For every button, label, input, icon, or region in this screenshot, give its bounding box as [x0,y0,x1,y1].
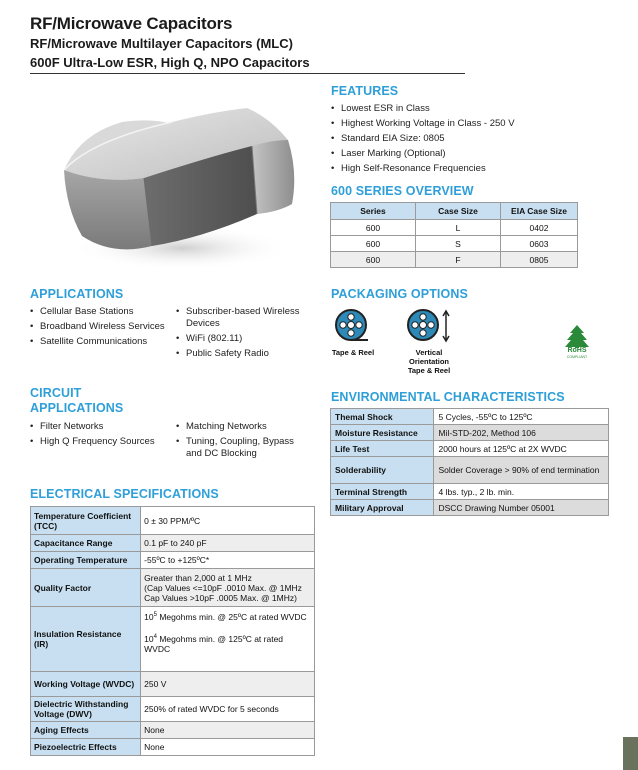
applications-list-right [176,306,316,363]
ir-exponent: 5 [153,612,157,618]
table-value: 0 ± 30 PPM/ºC [141,507,315,535]
table-value: 0.1 pF to 240 pF [141,535,315,552]
list-item: • Standard EIA Size: 0805 [331,133,621,145]
table-row [331,252,578,268]
table-value: 250 V [141,672,315,697]
table-row [331,457,609,484]
list-item: • Filter Networks [30,421,165,433]
column-header-case-size: Case Size [416,203,501,220]
ir-text: Megohms min. @ 25ºC at rated WVDC [156,611,307,622]
table-key: Military Approval [331,500,434,516]
table-cell: 600 [331,236,416,252]
table-cell: 600 [331,220,416,236]
list-item: • Tuning, Coupling, Bypass and DC Blocking [176,436,311,460]
table-value: 250% of rated WVDC for 5 seconds [141,697,315,722]
ir-base: 10 [144,633,154,644]
table-cell: 0603 [501,236,578,252]
table-key: Temperature Coefficient (TCC) [31,507,141,535]
table-key: Terminal Strength [331,484,434,500]
ir-base: 10 [144,611,154,622]
table-row [31,552,315,569]
series-overview-table [330,202,578,268]
environmental-table [330,408,609,516]
table-row [331,409,609,425]
vertical-orientation-label-line1: Vertical [415,348,443,357]
table-row [331,236,578,252]
table-cell: L [416,220,501,236]
table-key: Solderability [331,457,434,484]
table-key: Capacitance Range [31,535,141,552]
table-row [31,607,315,672]
ir-exponent: 4 [153,633,157,640]
table-key: Piezoelectric Effects [31,739,141,756]
column-header-series: Series [331,203,416,220]
list-item: • Lowest ESR in Class [331,103,621,115]
table-cell: 0402 [501,220,578,236]
list-item: • Satellite Communications [30,336,165,348]
table-cell: S [416,236,501,252]
applications-heading: APPLICATIONS [30,287,124,301]
table-row [31,507,315,535]
table-row [31,569,315,607]
table-value: 4 lbs. typ., 2 lb. min. [434,484,609,500]
list-item: • Broadband Wireless Services [30,321,165,333]
table-value: DSCC Drawing Number 05001 [434,500,609,516]
electrical-spec-table [30,506,315,756]
applications-list-left [30,306,165,351]
rohs-logo-text: RoHS [567,347,587,354]
tape-reel-label: Tape & Reel [331,348,375,357]
table-row [31,535,315,552]
circuit-list-right [176,421,311,463]
ir-text: Megohms min. @ 125ºC at rated WVDC [144,633,284,654]
insulation-resistance-25c [144,610,311,622]
table-key: Themal Shock [331,409,434,425]
list-item: • Cellular Base Stations [30,306,165,318]
overview-heading: 600 SERIES OVERVIEW [331,184,474,198]
table-header-row [331,203,578,220]
capacitor-chip-image [52,88,307,273]
product-family-subtitle: RF/Microwave Multilayer Capacitors (MLC) [30,36,293,51]
vertical-orientation-label-line2: Orientation [408,357,449,366]
features-list [331,103,621,178]
vertical-orientation-label-line3: Tape & Reel [407,366,451,375]
table-key: Quality Factor [31,569,141,607]
list-item: • High Q Frequency Sources [30,436,165,448]
table-key: Dielectric Withstanding Voltage (DWV) [31,697,141,722]
table-key: Working Voltage (WVDC) [31,672,141,697]
packaging-heading: PACKAGING OPTIONS [331,287,468,301]
electrical-heading: ELECTRICAL SPECIFICATIONS [30,487,219,501]
table-row [331,441,609,457]
vertical-tape-reel-icon [406,308,454,344]
insulation-resistance-125c [144,632,311,654]
table-value: None [141,722,315,739]
table-cell: 0805 [501,252,578,268]
list-item: • WiFi (802.11) [176,333,316,345]
table-row [331,484,609,500]
tape-reel-icon [334,308,370,344]
table-row [31,672,315,697]
table-row [31,722,315,739]
list-item: • Subscriber-based Wireless Devices [176,306,316,330]
features-heading: FEATURES [331,84,399,98]
table-value: 2000 hours at 125ºC at 2X WVDC [434,441,609,457]
circuit-applications-heading-line2: APPLICATIONS [30,401,124,415]
table-cell: F [416,252,501,268]
table-value: None [141,739,315,756]
table-value [141,569,315,607]
table-row [331,500,609,516]
table-key: Moisture Resistance [331,425,434,441]
list-item: • Laser Marking (Optional) [331,148,621,160]
list-item: • Public Safety Radio [176,348,316,360]
table-value: Mil-STD-202, Method 106 [434,425,609,441]
page-corner-tab [623,737,638,770]
page-title: RF/Microwave Capacitors [30,14,233,33]
list-item: • High Self-Resonance Frequencies [331,163,621,175]
quality-factor-line: (Cap Values <=10pF .0010 Max. @ 1MHz [144,582,302,593]
environmental-heading: ENVIRONMENTAL CHARACTERISTICS [331,390,565,404]
table-value: -55ºC to +125ºC* [141,552,315,569]
circuit-applications-heading-line1: CIRCUIT [30,386,82,400]
table-row [331,425,609,441]
table-key: Aging Effects [31,722,141,739]
table-value: 5 Cycles, -55ºC to 125ºC [434,409,609,425]
table-value [141,607,315,672]
rohs-logo-subtext: COMPLIANT [566,355,588,359]
list-item: • Matching Networks [176,421,311,433]
table-key: Operating Temperature [31,552,141,569]
column-header-eia-case-size: EIA Case Size [501,203,578,220]
table-row [31,697,315,722]
table-key: Life Test [331,441,434,457]
table-key: Insulation Resistance (IR) [31,607,141,672]
quality-factor-line: Cap Values >10pF .0005 Max. @ 1MHz) [144,592,297,603]
table-cell: 600 [331,252,416,268]
table-row [331,220,578,236]
circuit-list-left [30,421,165,451]
quality-factor-line: Greater than 2,000 at 1 MHz [144,572,252,583]
product-series-subtitle: 600F Ultra-Low ESR, High Q, NPO Capacitors [30,55,310,70]
header-divider [30,73,465,74]
table-row [31,739,315,756]
table-value: Solder Coverage > 90% of end termination [434,457,609,484]
list-item: • Highest Working Voltage in Class - 250 V [331,118,621,130]
